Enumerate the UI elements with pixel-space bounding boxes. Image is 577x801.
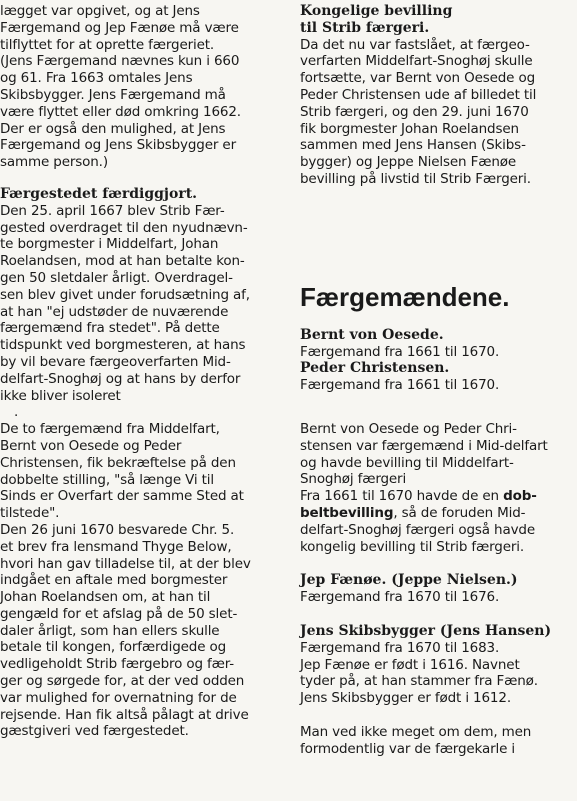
text-line: [300, 488, 574, 505]
text-line: dobbelte stilling, "så længe Vi til: [0, 471, 215, 488]
ferryman-entry-jep: [300, 572, 574, 606]
text-line: bevilling på livstid til Strib Færgeri.: [300, 170, 531, 187]
text-line: et brev fra lensmand Thyge Below,: [0, 538, 232, 555]
bold-term: dob-: [503, 488, 537, 505]
text-line: samme person.): [0, 154, 108, 171]
text-line: Peder Christensen ude af billedet til: [300, 86, 537, 103]
text-line: De to færgemænd fra Middelfart,: [0, 421, 220, 438]
text-line: stensen var færgemænd i Mid-delfart: [300, 437, 548, 454]
text-line: var mulighed for overnatning for de: [0, 689, 237, 706]
text-line: Snoghøj færgeri: [300, 471, 407, 488]
text-line: Bernt von Oesede og Peder: [0, 437, 182, 454]
section-heading-faergestedet: Færgestedet færdiggjort.: [0, 185, 198, 202]
text-line: Man ved ikke meget om dem, men: [300, 723, 532, 740]
right-column: [300, 0, 574, 758]
text-line: ikke bliver isoleret: [0, 387, 121, 404]
text-line: te borgmester i Middelfart, Johan: [0, 236, 219, 253]
text-line: sammen med Jens Hansen (Skibs-: [300, 137, 526, 154]
text-line: ger og sørgede for, at der ved odden: [0, 673, 245, 690]
paragraph-26-juni: [0, 522, 282, 740]
paragraph-closing: [300, 724, 574, 758]
text-line: fortsætte, var Bernt von Oesede og: [300, 70, 536, 87]
text-line: sen blev givet under forudsætning af,: [0, 286, 250, 303]
text-line: bygger) og Jeppe Nielsen Fænøe: [300, 154, 516, 171]
ferryman-name: Peder Christensen.: [300, 360, 450, 377]
ferryman-entry-jens: [300, 623, 574, 657]
ferryman-period: Færgemand fra 1661 til 1670.: [300, 343, 500, 360]
text-line: Da det nu var fastslået, at færgeo-: [300, 36, 530, 53]
text-line: og havde bevilling til Middelfart-: [300, 454, 514, 471]
text-line: [300, 505, 574, 522]
text-line: hvori han gav tilladelse til, at der blev: [0, 555, 251, 572]
ferryman-entry-bernt: [300, 327, 574, 361]
ferryman-period: Færgemand fra 1670 til 1683.: [300, 639, 500, 656]
paragraph-dobbeltbevilling: [300, 488, 574, 555]
text-run: Fra 1661 til 1670 havde de en: [300, 488, 504, 505]
paragraph-bevilling: [300, 37, 574, 188]
text-line: formodentlig var de færgekarle i: [300, 740, 515, 757]
text-line: tilflyttet for at oprette færgeriet.: [0, 36, 215, 53]
text-line: Der er også den mulighed, at Jens: [0, 120, 226, 137]
section-title-faergemaendene: Færgemændene.: [300, 281, 510, 312]
text-line: betale til kongen, forfærdigede og: [0, 639, 227, 656]
bold-term: beltbevilling: [300, 504, 394, 521]
text-line: Den 26 juni 1670 besvarede Chr. 5.: [0, 521, 235, 538]
text-line: delfart-Snoghøj og at hans by derfor: [0, 370, 241, 387]
text-line: daler årligt, som han ellers skulle: [0, 622, 220, 639]
section-heading-kongelige: [300, 0, 574, 37]
text-line: Christensen, fik bekræftelse på den: [0, 454, 236, 471]
text-line: tyder på, at han stammer fra Fænø.: [300, 673, 538, 690]
text-line: Roelandsen, mod at han betalte kon-: [0, 253, 245, 270]
paragraph-bernt-peder: [300, 421, 574, 488]
text-line: Færgemand og Jens Skibsbygger er: [0, 137, 236, 154]
text-line: gested overdraget til den nyudnævn-: [0, 219, 248, 236]
text-line: Den 25. april 1667 blev Strib Fær-: [0, 202, 225, 219]
stray-dot: .: [14, 404, 19, 421]
ferryman-period: Færgemand fra 1661 til 1670.: [300, 377, 500, 394]
text-line: fik borgmester Johan Roelandsen: [300, 120, 519, 137]
text-line: gengæld for et afslag på de 50 slet-: [0, 605, 238, 622]
text-line: Strib færgeri, og den 29. juni 1670: [300, 103, 529, 120]
heading-line: til Strib færgeri.: [300, 19, 430, 36]
text-line: tidspunkt ved borgmesteren, at hans: [0, 337, 246, 354]
text-line: Sinds er Overfart der samme Sted at: [0, 488, 244, 505]
text-line: gen 50 sletdaler årligt. Overdragel-: [0, 269, 233, 286]
text-line: by vil bevare færgeoverfarten Mid-: [0, 353, 231, 370]
text-line: Jep Fænøe er født i 1616. Navnet: [300, 656, 520, 673]
text-line: færgemænd fra stedet". På dette: [0, 320, 220, 337]
ferryman-period: Færgemand fra 1670 til 1676.: [300, 589, 500, 606]
text-line: indgået en aftale med borgmester: [0, 572, 228, 589]
text-line: Bernt von Oesede og Peder Chri-: [300, 420, 517, 437]
text-line: rejsende. Han fik altså pålagt at drive: [0, 706, 249, 723]
text-line: tilstede".: [0, 505, 60, 522]
text-line: Johan Roelandsen om, at han til: [0, 589, 211, 606]
text-run: , så de foruden Mid-: [393, 504, 526, 521]
text-line: Skibsbygger. Jens Færgemand må: [0, 86, 226, 103]
ferryman-name: Jep Fænøe. (Jeppe Nielsen.): [300, 572, 518, 589]
text-line: vedligeholdt Strib færgebro og fær-: [0, 656, 234, 673]
text-line: delfart-Snoghøj færgeri også havde: [300, 521, 535, 538]
text-line: gæstgiveri ved færgestedet.: [0, 723, 189, 740]
text-line: verfarten Middelfart-Snoghøj skulle: [300, 53, 533, 70]
text-line: og 61. Fra 1663 omtales Jens: [0, 70, 193, 87]
heading-line: Kongelige bevilling: [300, 3, 453, 19]
text-line: lægget var opgivet, og at Jens: [0, 3, 200, 19]
ferryman-entry-peder: [300, 360, 574, 394]
paragraph-to-faergemaend: [0, 421, 282, 522]
text-line: (Jens Færgemand nævnes kun i 660: [0, 53, 240, 70]
paragraph-overdragelse: [0, 203, 282, 405]
ferryman-name: Jens Skibsbygger (Jens Hansen): [300, 622, 552, 639]
text-line: at han "ej udstøder de nuværende: [0, 303, 229, 320]
paragraph-birth-years: [300, 657, 574, 707]
left-column: [0, 0, 282, 740]
intro-paragraph: [0, 0, 282, 171]
text-line: Jens Skibsbygger er født i 1612.: [300, 690, 511, 707]
text-line: være flyttet eller død omkring 1662.: [0, 103, 241, 120]
text-line: kongelig bevilling til Strib færgeri.: [300, 538, 525, 555]
text-line: Færgemand og Jep Fænøe må være: [0, 19, 239, 36]
ferryman-name: Bernt von Oesede.: [300, 326, 444, 343]
